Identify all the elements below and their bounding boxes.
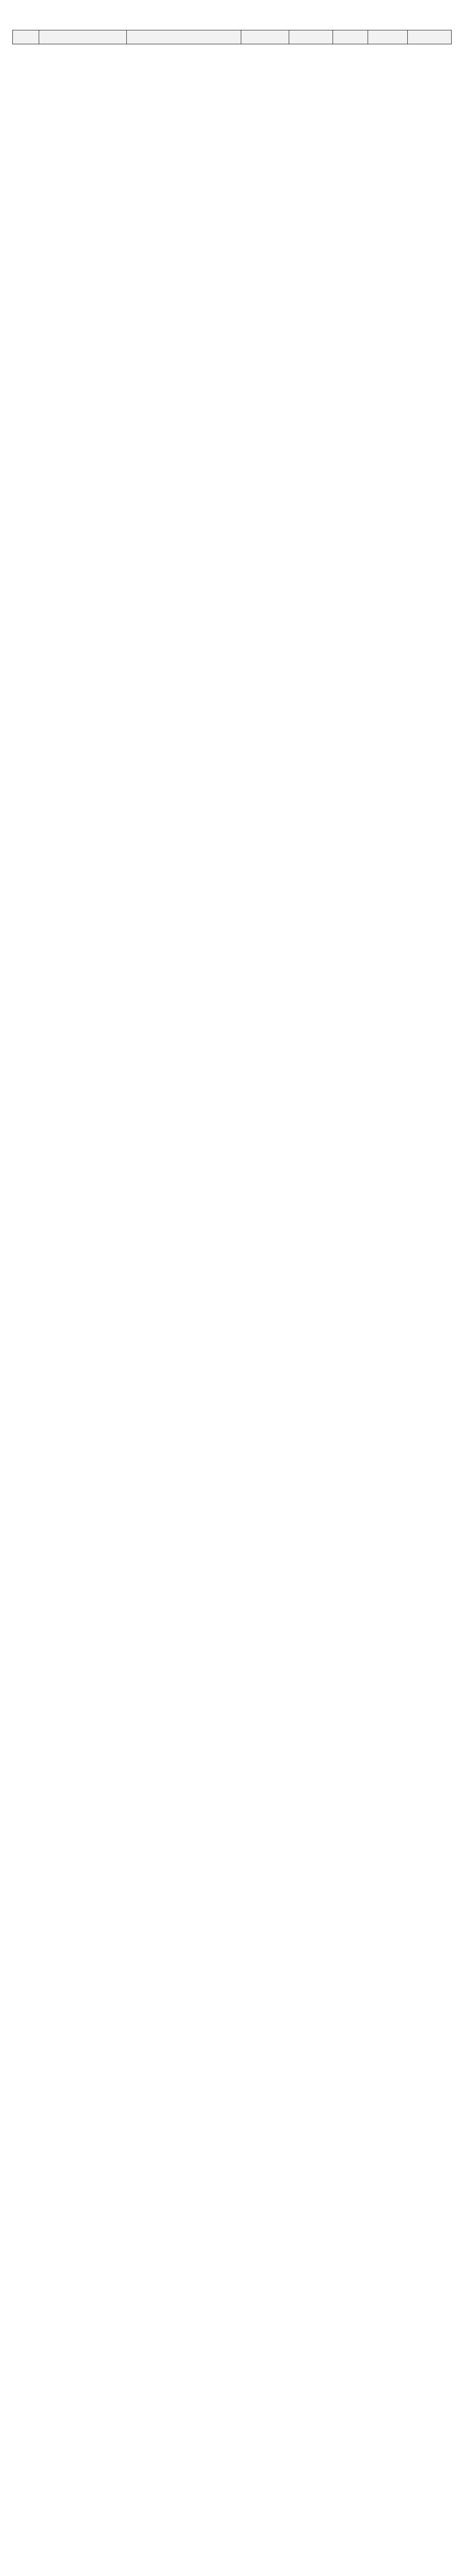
column-header [289, 30, 333, 44]
table-header-row [13, 30, 452, 44]
column-header [127, 30, 241, 44]
document-title [12, 9, 452, 19]
column-header [407, 30, 451, 44]
document-note [12, 22, 452, 29]
donation-table-container [12, 30, 452, 2576]
column-header [39, 30, 127, 44]
donation-table [12, 30, 452, 2576]
table-header [13, 30, 452, 44]
table-body [13, 44, 452, 2576]
column-header [13, 30, 39, 44]
column-header [241, 30, 289, 44]
column-header [368, 30, 408, 44]
column-header [333, 30, 368, 44]
